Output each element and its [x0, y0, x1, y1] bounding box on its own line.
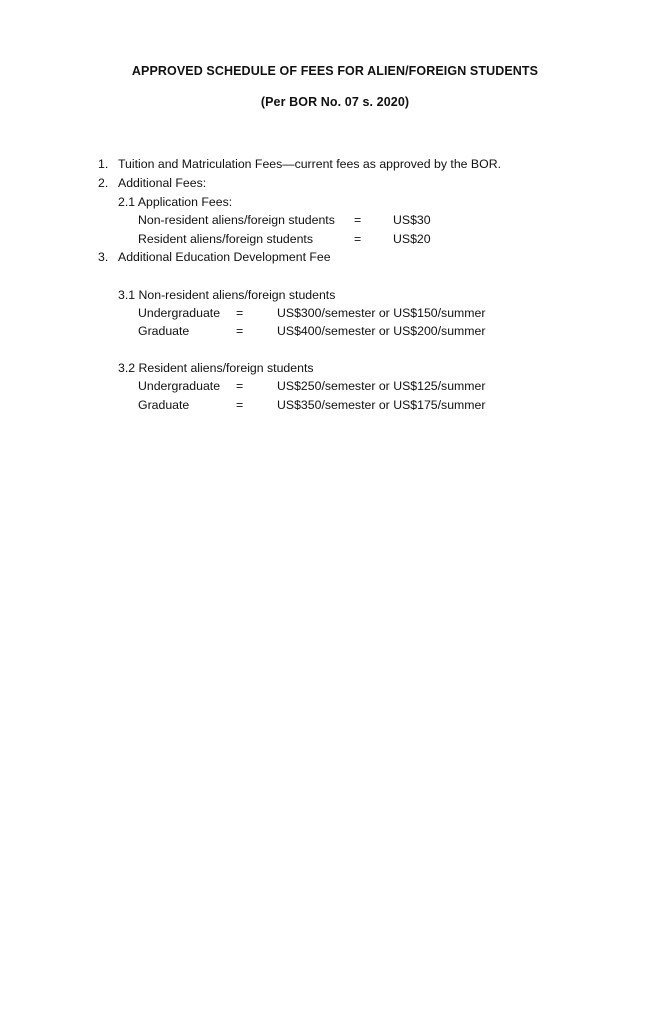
fee-level: Undergraduate	[138, 379, 221, 393]
fee-group-label-resident: 3.2 Resident aliens/foreign students	[118, 361, 314, 375]
item-1-text: Tuition and Matriculation Fees—current fees as approved by the BOR.	[118, 157, 501, 171]
document-title: APPROVED SCHEDULE OF FEES FOR ALIEN/FOREIGN STUDENTS	[131, 64, 539, 78]
application-fee-equals: =	[354, 213, 362, 227]
fee-equals: =	[236, 324, 244, 338]
item-3-number: 3.	[98, 250, 109, 264]
application-fee-category: Resident aliens/foreign students	[138, 232, 313, 246]
application-fee-equals: =	[354, 232, 362, 246]
application-fee-amount: US$30	[393, 213, 431, 227]
fee-level: Graduate	[138, 324, 190, 338]
fee-equals: =	[236, 398, 244, 412]
item-2-number: 2.	[98, 176, 109, 190]
item-2-text: Additional Fees:	[118, 176, 207, 190]
item-1-number: 1.	[98, 157, 109, 171]
fee-amount: US$250/semester or US$125/summer	[277, 379, 486, 393]
application-fee-amount: US$20	[393, 232, 431, 246]
fee-amount: US$300/semester or US$150/summer	[277, 306, 486, 320]
fee-equals: =	[236, 379, 244, 393]
fee-level: Undergraduate	[138, 306, 221, 320]
fee-amount: US$400/semester or US$200/summer	[277, 324, 486, 338]
application-fee-category: Non-resident aliens/foreign students	[138, 213, 335, 227]
document-subtitle: (Per BOR No. 07 s. 2020)	[260, 95, 410, 109]
fee-group-label-non-resident: 3.1 Non-resident aliens/foreign students	[118, 288, 336, 302]
fee-amount: US$350/semester or US$175/summer	[277, 398, 486, 412]
item-3-text: Additional Education Development Fee	[118, 250, 331, 264]
fee-level: Graduate	[138, 398, 190, 412]
fee-equals: =	[236, 306, 244, 320]
application-fees-label: 2.1 Application Fees:	[118, 195, 233, 209]
